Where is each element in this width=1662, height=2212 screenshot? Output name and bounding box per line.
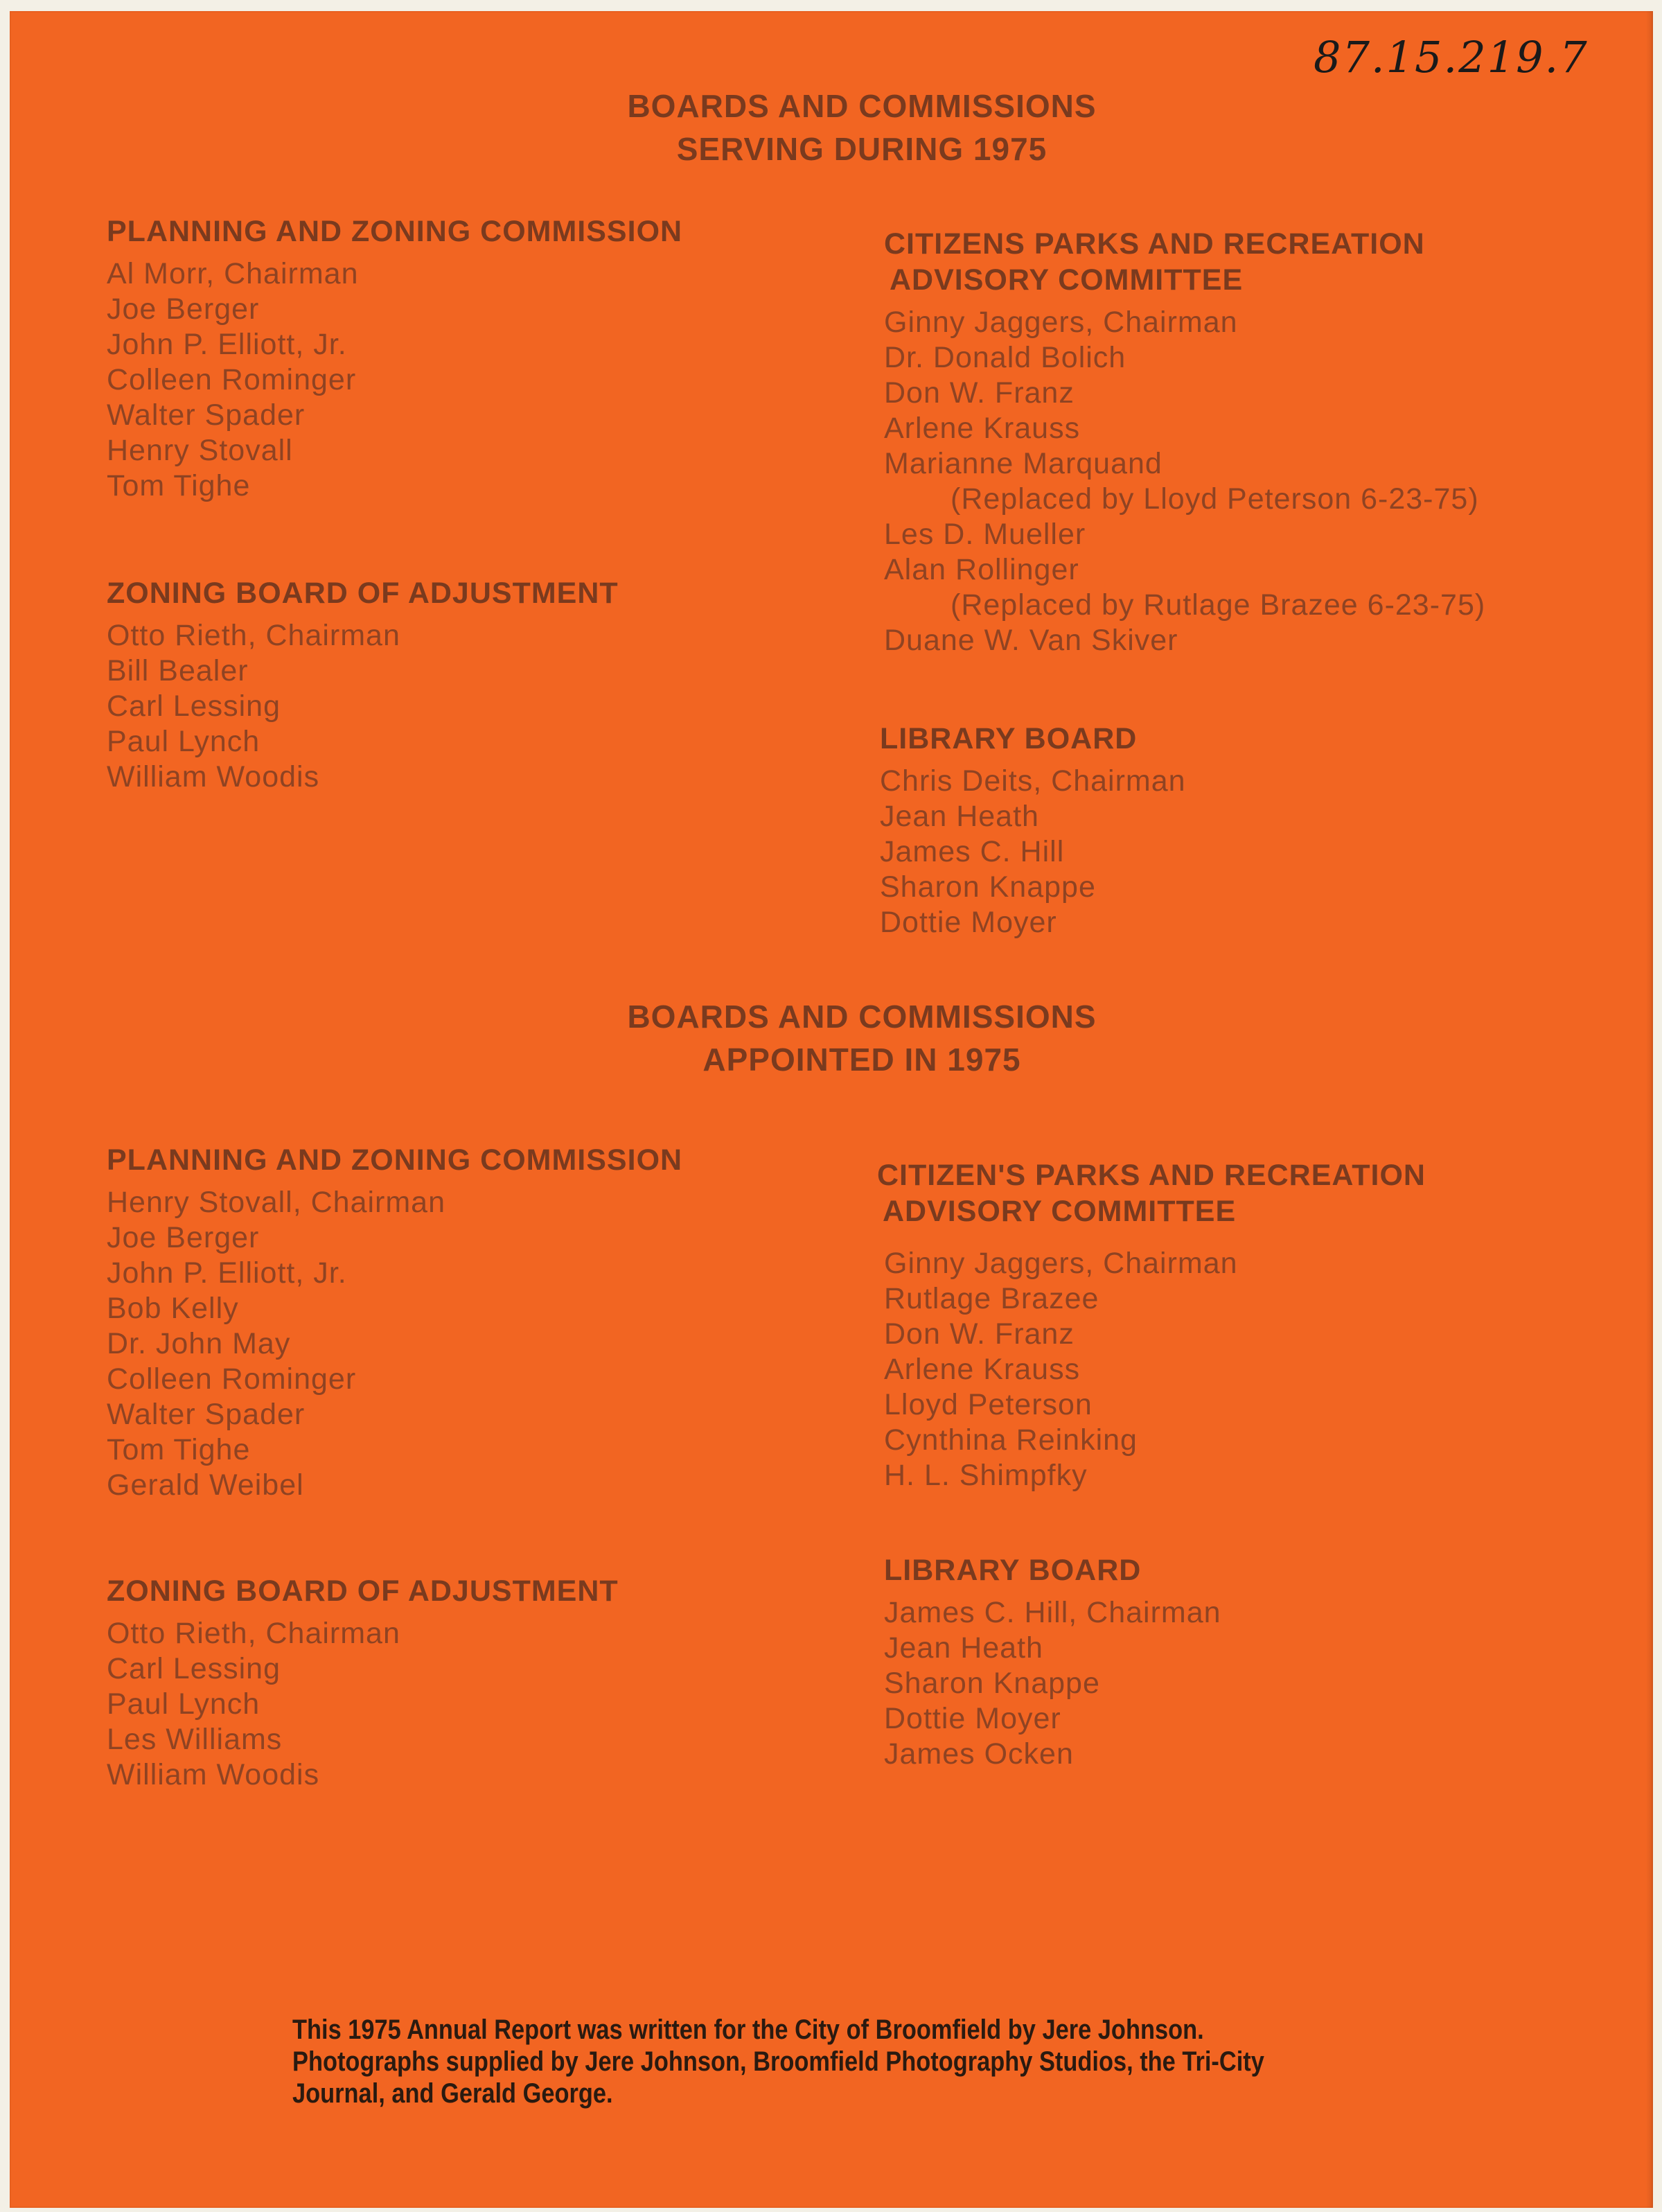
serving-library-board (880, 721, 1186, 940)
serving-heading (10, 85, 1662, 170)
list-item: Walter Spader (107, 1398, 306, 1431)
serving-heading-line2: SERVING DURING 1975 (676, 131, 1047, 167)
list-item: Jean Heath (880, 800, 1039, 833)
credits-line3: Journal, and Gerald George. (292, 2078, 613, 2109)
list-item: Tom Tighe (107, 1433, 251, 1466)
list-item: John P. Elliott, Jr. (107, 328, 347, 361)
appointed-zoning-board (107, 1573, 619, 1793)
list-item: Dottie Moyer (880, 906, 1057, 939)
list-item: Rutlage Brazee (884, 1282, 1099, 1315)
replacement-note: (Replaced by Lloyd Peterson 6-23-75) (951, 482, 1479, 516)
list-item: Al Morr, Chairman (107, 257, 359, 290)
list-item: Arlene Krauss (884, 1353, 1081, 1386)
section-title: ZONING BOARD OF ADJUSTMENT (107, 1574, 619, 1608)
list-item: Lloyd Peterson (884, 1388, 1093, 1421)
credits-line2: Photographs supplied by Jere Johnson, Broomfield Photography Studios, the Tri-City (292, 2046, 1264, 2077)
list-item: James C. Hill, Chairman (884, 1596, 1221, 1629)
section-title-line1: CITIZENS PARKS AND RECREATION (884, 227, 1425, 261)
list-item: Sharon Knappe (880, 870, 1096, 904)
section-title-line1: CITIZEN'S PARKS AND RECREATION (877, 1159, 1426, 1192)
list-item: Cynthina Reinking (884, 1423, 1138, 1457)
list-item: John P. Elliott, Jr. (107, 1256, 347, 1290)
list-item: Walter Spader (107, 398, 306, 432)
list-item: Otto Rieth, Chairman (107, 619, 400, 652)
appointed-planning-zoning (107, 1142, 682, 1503)
list-item: Sharon Knappe (884, 1667, 1100, 1700)
list-item: Marianne Marquand (884, 447, 1162, 480)
serving-zoning-board (107, 575, 619, 795)
member-list (884, 1595, 1221, 1772)
list-item: James C. Hill (880, 835, 1065, 868)
list-item: Chris Deits, Chairman (880, 764, 1186, 798)
section-title: ZONING BOARD OF ADJUSTMENT (107, 577, 619, 610)
list-item: Don W. Franz (884, 376, 1075, 410)
list-item: Otto Rieth, Chairman (107, 1617, 400, 1650)
list-item: Ginny Jaggers, Chairman (884, 1247, 1238, 1280)
list-item: Dottie Moyer (884, 1702, 1061, 1735)
list-item: Henry Stovall, Chairman (107, 1186, 446, 1219)
list-item: Duane W. Van Skiver (884, 624, 1178, 657)
serving-planning-zoning (107, 213, 682, 504)
list-item: Les Williams (107, 1723, 283, 1756)
member-list (107, 1616, 619, 1793)
appointed-parks-recreation (877, 1157, 1426, 1493)
member-list (107, 618, 619, 795)
section-title: LIBRARY BOARD (884, 1554, 1142, 1587)
replacement-note: (Replaced by Rutlage Brazee 6-23-75) (951, 588, 1486, 622)
member-list (880, 764, 1186, 940)
list-item: Henry Stovall (107, 434, 293, 467)
credits-line1: This 1975 Annual Report was written for the City of Broomfield by Jere Johnson. (292, 2015, 1204, 2045)
report-credits (292, 2014, 1305, 2109)
member-list (884, 305, 1485, 658)
list-item: Don W. Franz (884, 1317, 1075, 1351)
appointed-heading-line2: APPOINTED IN 1975 (702, 1042, 1021, 1078)
list-item: William Woodis (107, 1758, 320, 1791)
list-item: William Woodis (107, 760, 320, 793)
list-item: H. L. Shimpfky (884, 1459, 1088, 1492)
list-item: Jean Heath (884, 1631, 1043, 1665)
list-item: Dr. John May (107, 1327, 291, 1360)
appointed-heading (10, 995, 1662, 1081)
section-title: PLANNING AND ZONING COMMISSION (107, 1143, 683, 1177)
list-item: Joe Berger (107, 1221, 260, 1254)
list-item: Paul Lynch (107, 1687, 260, 1721)
appointed-heading-line1: BOARDS AND COMMISSIONS (627, 999, 1097, 1035)
appointed-library-board (884, 1552, 1221, 1772)
list-item: Dr. Donald Bolich (884, 341, 1126, 374)
list-item: Bill Bealer (107, 654, 249, 687)
member-list (877, 1246, 1426, 1493)
list-item: James Ocken (884, 1737, 1074, 1771)
list-item: Joe Berger (107, 292, 260, 326)
list-item: Colleen Rominger (107, 1362, 357, 1396)
list-item: Bob Kelly (107, 1292, 239, 1325)
serving-parks-recreation (884, 226, 1485, 658)
member-list (107, 256, 682, 504)
list-item: Arlene Krauss (884, 412, 1081, 445)
list-item: Carl Lessing (107, 1652, 281, 1685)
list-item: Les D. Mueller (884, 518, 1086, 551)
accession-number: 87.15.219.7 (1314, 32, 1589, 82)
list-item: Carl Lessing (107, 690, 281, 723)
list-item: Colleen Rominger (107, 363, 357, 396)
list-item: Gerald Weibel (107, 1468, 304, 1502)
section-title: PLANNING AND ZONING COMMISSION (107, 215, 683, 248)
section-title: LIBRARY BOARD (880, 722, 1138, 755)
member-list (107, 1185, 682, 1503)
list-item: Paul Lynch (107, 725, 260, 758)
list-item: Ginny Jaggers, Chairman (884, 306, 1238, 339)
section-title-line2: ADVISORY COMMITTEE (883, 1195, 1237, 1228)
report-page (10, 11, 1653, 2208)
list-item: Alan Rollinger (884, 553, 1079, 586)
section-title-line2: ADVISORY COMMITTEE (890, 263, 1244, 297)
list-item: Tom Tighe (107, 469, 251, 502)
serving-heading-line1: BOARDS AND COMMISSIONS (627, 88, 1097, 124)
